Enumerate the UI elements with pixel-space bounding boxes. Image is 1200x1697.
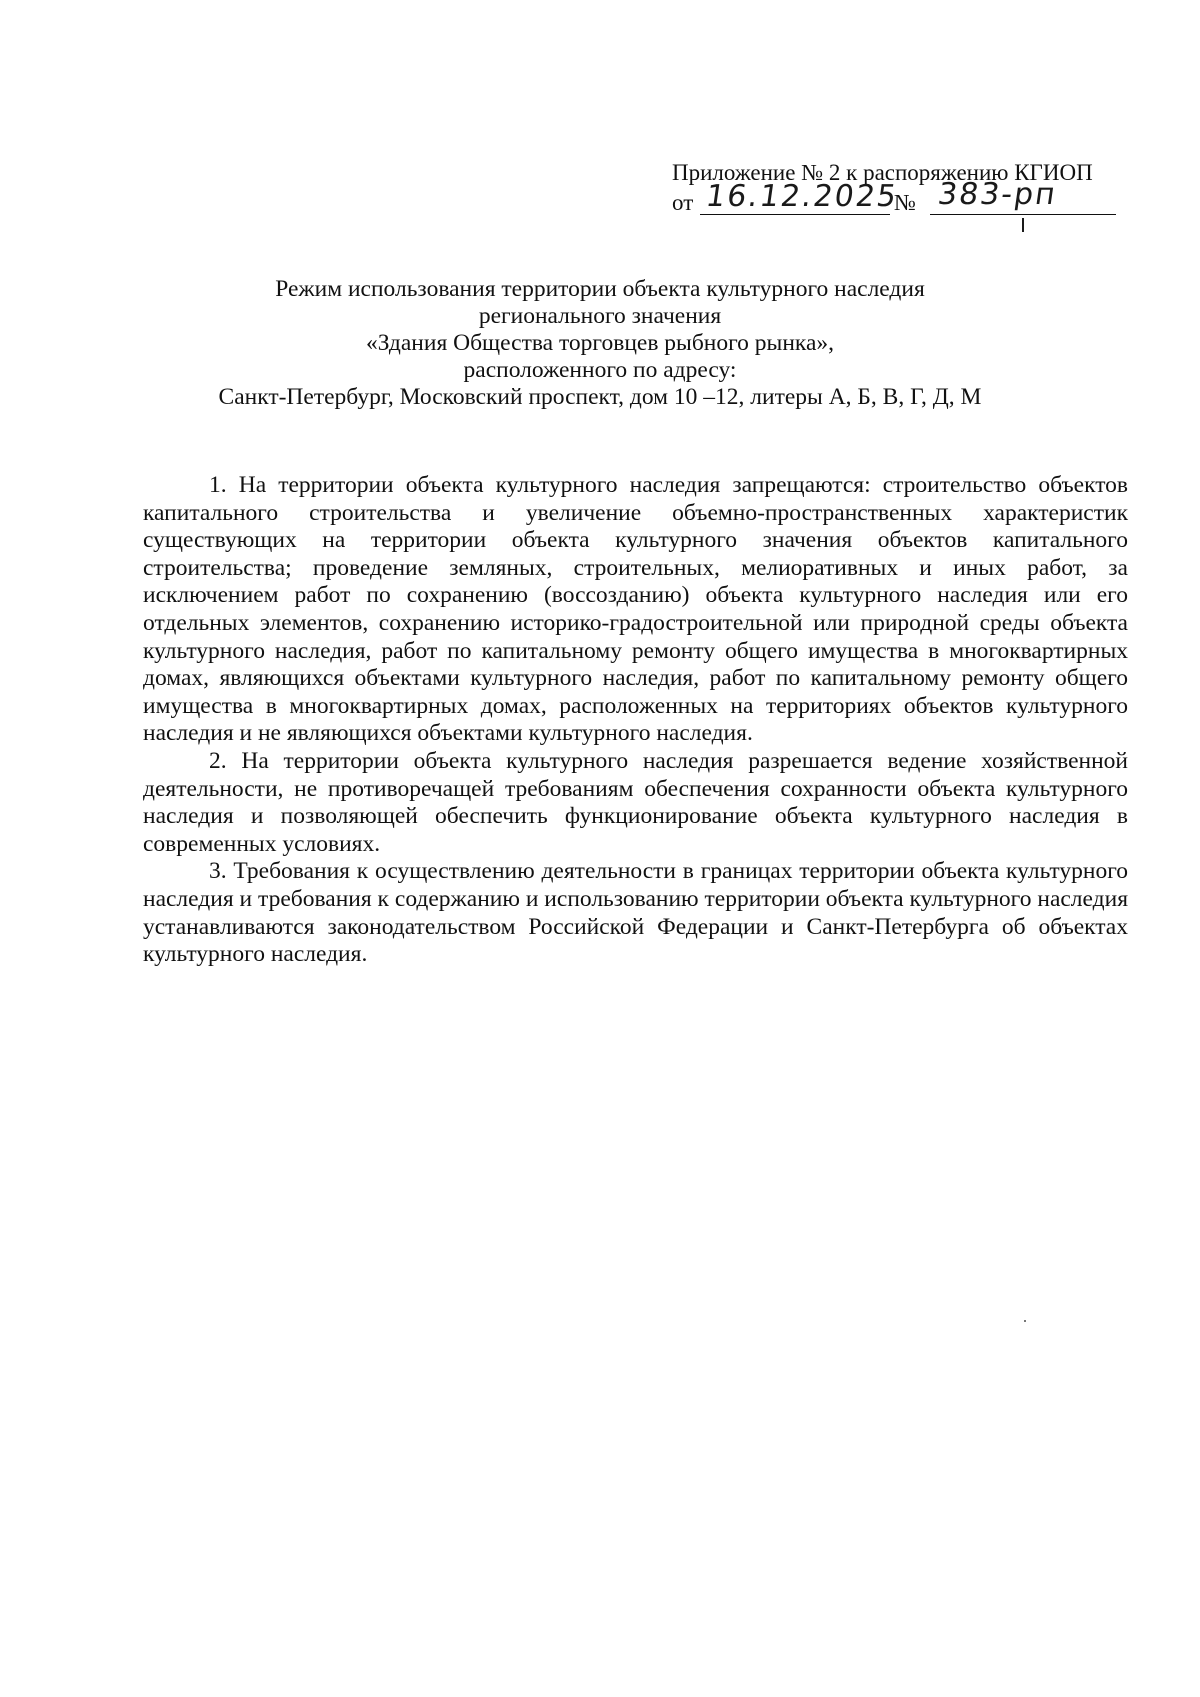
from-label: от [672, 190, 694, 215]
title-line: Санкт-Петербург, Московский проспект, дом 10 –12, литеры А, Б, В, Г, Д, М [218, 384, 982, 410]
appendix-line: Приложение № 2 к распоряжению КГИОП [672, 160, 1093, 185]
title-line: Режим использования территории объекта культурного наследия [275, 276, 925, 302]
order-reference [672, 177, 1132, 228]
number-label: № [894, 190, 916, 215]
document-title [140, 276, 1060, 411]
date-underline [700, 214, 890, 215]
title-line: «Здания Общества торговцев рыбного рынка», [365, 330, 835, 356]
scan-speck [1024, 1320, 1026, 1322]
title-line: расположенного по адресу: [463, 357, 737, 383]
appendix-header [672, 158, 1132, 228]
paragraph-3: 3. Требования к осуществлению деятельности в границах территории объекта культурного наследия и требования к содержанию и использованию территории объекта культурного наследия устанавливаются законодательством Российской Федерации и Санкт-Петербурга об объектах культурного наследия. [143, 858, 1128, 968]
paragraph-1: 1. На территории объекта культурного наследия запрещаются: строительство объектов капитального строительства и увеличение объемно-пространственных характеристик существующих на территории объекта культурного значения объектов капитального строительства; проведение земляных, строительных, мелиоративных и иных работ, за исключением работ по сохранению (воссозданию) объекта культурного наследия или его отдельных элементов, сохранению историко-градостроительной или природной среды объекта культурного наследия, работ по капитальному ремонту общего имущества в многоквартирных домах, являющихся объектами культурного наследия, работ по капитальному ремонту общего имущества в многоквартирных домах, расположенных на территориях объектов культурного наследия и не являющихся объектами культурного наследия. [143, 472, 1128, 747]
handwriting-stroke [1022, 218, 1024, 232]
title-line: регионального значения [478, 303, 722, 329]
number-underline [930, 214, 1116, 215]
paragraph-2: 2. На территории объекта культурного наследия разрешается ведение хозяйственной деятельности, не противоречащей требованиям обеспечения сохранности объекта культурного наследия и позволяющей обеспечить функционирование объекта культурного наследия в современных условиях. [143, 747, 1128, 857]
document-body [143, 472, 1128, 969]
handwritten-date: 16.12.2025 [703, 179, 901, 214]
handwritten-number: 383-рп [935, 177, 1060, 212]
